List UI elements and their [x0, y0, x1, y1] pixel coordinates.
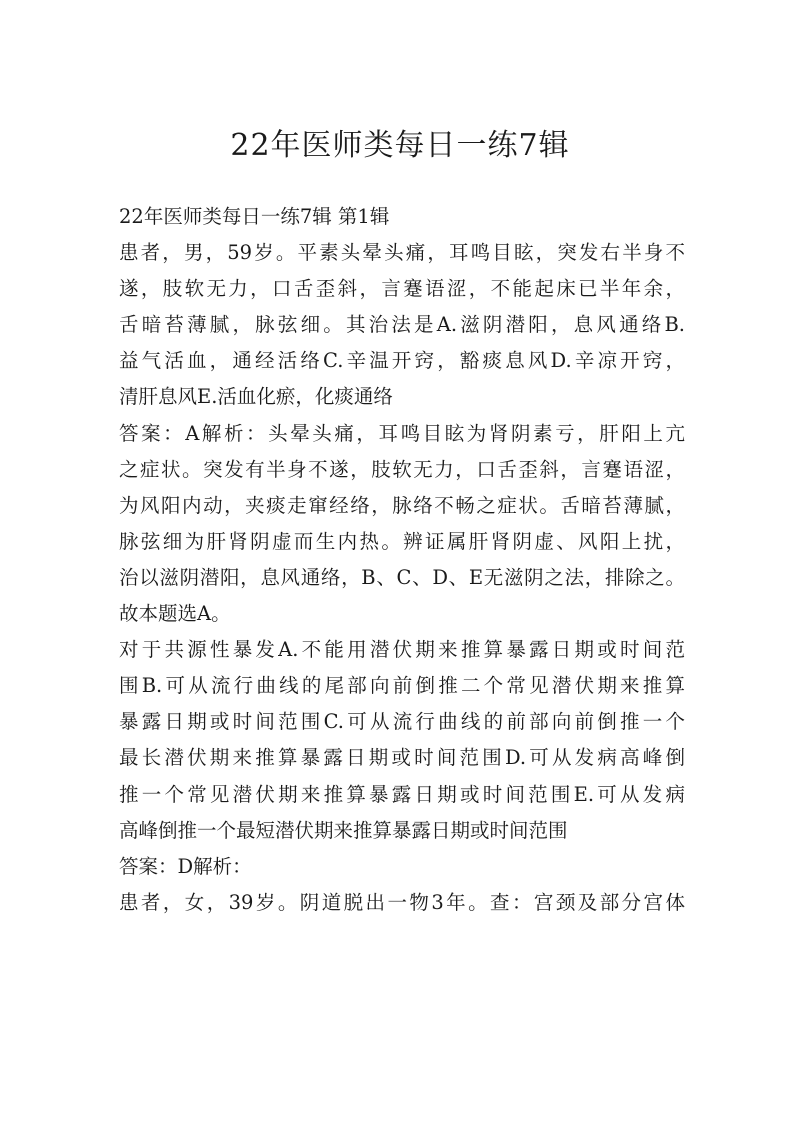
text-line: 为风阳内动，夹痰走窜经络，脉络不畅之症状。舌暗苔薄腻，	[119, 493, 685, 517]
text-line: 答案：A解析：头晕头痛，耳鸣目眩为肾阴素亏，肝阳上亢	[119, 421, 685, 445]
document-body	[119, 199, 685, 921]
text-line: 围B.可从流行曲线的尾部向前倒推二个常见潜伏期来推算	[119, 674, 685, 698]
text-line: 对于共源性暴发A.不能用潜伏期来推算暴露日期或时间范	[119, 638, 685, 662]
text-line: 最长潜伏期来推算暴露日期或时间范围D.可从发病高峰倒	[119, 746, 685, 770]
text-line: 暴露日期或时间范围C.可从流行曲线的前部向前倒推一个	[119, 710, 685, 734]
document-title: 22年医师类每日一练7辑	[230, 128, 570, 163]
text-line: 清肝息风E.活血化瘀，化痰通络	[119, 385, 393, 409]
text-line: 脉弦细为肝肾阴虚而生内热。辨证属肝肾阴虚、风阳上扰，	[119, 529, 685, 553]
text-line: 患者，女，39岁。阴道脱出一物3年。查：宫颈及部分宫体	[119, 890, 685, 914]
text-line: 遂，肢软无力，口舌歪斜，言蹇语涩，不能起床已半年余，	[119, 277, 685, 301]
text-line: 推一个常见潜伏期来推算暴露日期或时间范围E.可从发病	[119, 782, 685, 806]
text-line: 治以滋阴潜阳，息风通络，B、C、D、E无滋阴之法，排除之。	[119, 565, 685, 589]
text-line: 舌暗苔薄腻，脉弦细。其治法是A.滋阴潜阳，息风通络B.	[119, 313, 685, 337]
text-line: 益气活血，通经活络C.辛温开窍，豁痰息风D.辛凉开窍，	[119, 349, 685, 373]
text-line: 高峰倒推一个最短潜伏期来推算暴露日期或时间范围	[119, 818, 568, 842]
text-line: 22年医师类每日一练7辑 第1辑	[119, 205, 390, 228]
text-line: 故本题选A。	[119, 602, 231, 626]
text-line: 之症状。突发有半身不遂，肢软无力，口舌歪斜，言蹇语涩，	[119, 457, 685, 481]
text-line: 患者，男，59岁。平素头晕头痛，耳鸣目眩，突发右半身不	[119, 241, 685, 265]
text-line: 答案：D解析：	[119, 854, 252, 878]
